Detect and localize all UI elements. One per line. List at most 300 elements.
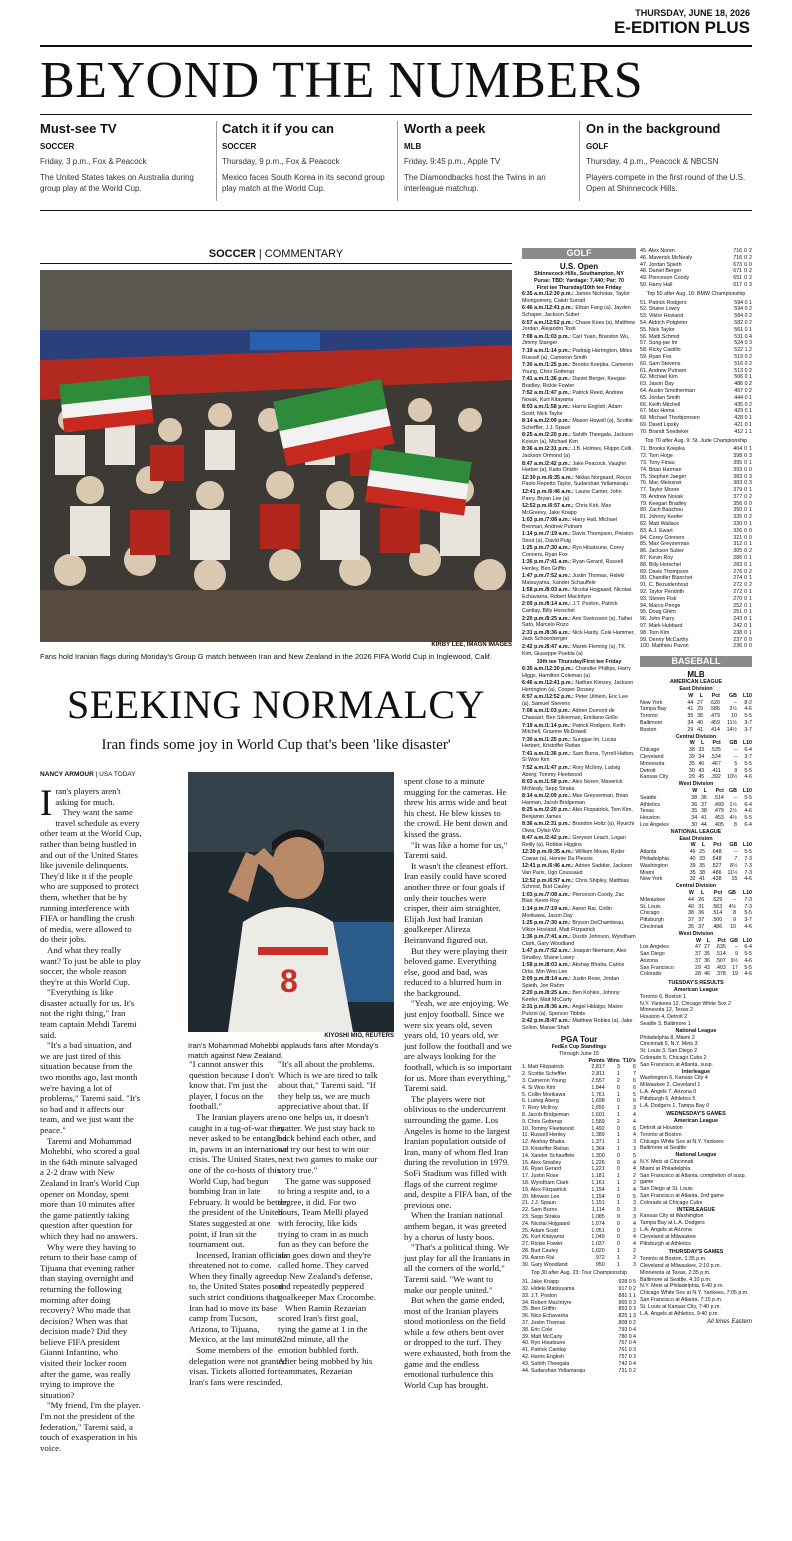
fedex-value: 276: [733, 568, 743, 575]
fedex-row: [640, 334, 752, 341]
fedex-value: 617: [733, 281, 743, 288]
fedex-value: 1,037: [591, 1241, 605, 1248]
fedex-value: 6: [633, 1098, 636, 1105]
promo-category: GOLF: [586, 142, 609, 151]
story-paragraph: "That's a political thing. We just play for all the Iranians in all the corners of the world," Taremi said. "We want to make our people united.": [404, 1242, 511, 1295]
fedex-value: 0: [628, 1319, 632, 1326]
pga-title: PGA Tour: [560, 1035, 598, 1045]
fedex-value: 2: [749, 548, 752, 555]
team-name: Colorado: [640, 971, 662, 978]
team-stat: 5-5: [744, 951, 752, 958]
tee-time: 2:42 p.m./8:47 a.m.:: [522, 643, 571, 650]
tee-time: 2:42 p.m./8:47 a.m.:: [522, 1018, 571, 1025]
fedex-player: 18. Wyndham Clark: [522, 1180, 569, 1186]
promo-desc: The United States takes on Australia during group play at the World Cup.: [40, 173, 194, 193]
tee-time-row: [522, 878, 636, 892]
tee-time: 6:46 a.m./12:41 p.m.:: [522, 680, 574, 687]
fedex-value: 1: [749, 623, 752, 630]
team-stat: .378: [715, 971, 726, 978]
story-column-2: [189, 1059, 289, 1387]
tue-al-results: [640, 994, 752, 1028]
tee-time-row: [522, 503, 636, 517]
fedex-value: 0: [744, 453, 748, 460]
golf-agate: [522, 248, 636, 1374]
tee-time-row: [522, 1018, 636, 1032]
story-lead-text: ran's players aren't asking for much.: [55, 786, 121, 807]
fedex-value: 1,114: [591, 1207, 605, 1214]
team-name: New York: [640, 876, 663, 883]
fedex-value: 1: [616, 1254, 620, 1261]
fedex-player: 45. Alex Noren: [640, 248, 675, 254]
tee-time-row: [522, 751, 636, 765]
fedex-value: 0: [744, 313, 748, 320]
fedex-value: 1,655: [591, 1105, 605, 1112]
fedex-value: 0: [616, 1220, 620, 1227]
team-stat: 11½: [726, 720, 737, 726]
standings-table: [640, 693, 752, 734]
promo-category: SOCCER: [40, 142, 75, 151]
team-name: Chicago: [640, 910, 660, 917]
fedex-row: [640, 521, 752, 528]
fedex-value: 0: [628, 1367, 632, 1374]
fedex-player: 54. Aldrich Potgieter: [640, 319, 688, 326]
standings-col: W: [688, 889, 694, 896]
tee-time-row: [522, 920, 636, 934]
tee-time: 2:31 p.m./8:36 a.m.:: [522, 629, 571, 636]
fedex-row: [522, 1306, 636, 1313]
tee-players: Arni Sveinsson (a), Taihei Sato, Marcelo Rozo: [522, 615, 633, 629]
fedex-value: 4: [633, 1360, 636, 1367]
fedex-value: 1,074: [591, 1220, 605, 1227]
standings-row: [640, 727, 752, 734]
team-stat: 1½: [729, 801, 737, 808]
game-line: Miami at Philadelphia: [640, 1165, 691, 1172]
fedex-value: 767: [618, 1340, 628, 1347]
fedex-row: [522, 1340, 636, 1347]
team-stat: 7-3: [744, 855, 752, 862]
story-column-3: [278, 1059, 378, 1377]
golf-round2: 10th tee Thursday/First tee Friday: [536, 659, 622, 666]
team-name: Tampa Bay: [640, 706, 667, 713]
fedex-value: 3: [633, 1353, 636, 1360]
fedex-row: [522, 1228, 636, 1235]
fedex-row: [522, 1092, 636, 1099]
fedex-value: 0: [616, 1213, 620, 1220]
team-name: Athletics: [640, 801, 661, 808]
tee-time: 7:19 a.m./1:14 p.m.:: [522, 722, 571, 729]
tee-time-row: [522, 587, 636, 601]
game-line: N.Y. Mets at Cincinnati: [640, 1159, 694, 1165]
standings-blank: [640, 842, 686, 849]
standings-row: [640, 951, 752, 958]
promo-divider: [397, 121, 398, 201]
fedex-value: 808: [618, 1319, 628, 1326]
fedex-player: 6. Ludvig Aberg: [522, 1098, 559, 1105]
fedex-player: 87. Kevin Roy: [640, 555, 673, 562]
fedex-value: 4: [633, 1220, 636, 1227]
fedex-value: 0: [744, 643, 748, 650]
tee-time: 8:03 a.m./1:58 p.m.:: [522, 778, 571, 785]
team-stat: 40: [689, 855, 696, 862]
drop-cap: I: [40, 783, 53, 824]
team-stat: 41: [697, 726, 703, 733]
fedex-player: 4. Si Woo Kim: [522, 1084, 556, 1091]
fedex-value: 1: [749, 446, 752, 453]
tee-time: 1:14 p.m./7:19 a.m.:: [522, 905, 571, 912]
fedex-value: 286: [733, 555, 743, 562]
fedex-value: 0: [744, 254, 748, 261]
fedex-player: 28. Bud Cauley: [522, 1247, 559, 1254]
fedex-row: [640, 501, 752, 508]
fedex-value: 2: [749, 347, 752, 354]
fedex-value: 0: [744, 609, 748, 616]
team-stat: 4-6: [744, 706, 752, 713]
fedex-row: [640, 528, 752, 535]
team-stat: 28: [695, 971, 701, 978]
team-name: Minnesota: [640, 760, 665, 767]
fedex-value: 2: [749, 514, 752, 521]
fedex-player: 35. Ben Griffin: [522, 1306, 556, 1313]
team-stat: 30: [688, 767, 695, 774]
team-stat: .620: [709, 699, 720, 706]
story-paragraph: "I cannot answer this question because I don't know that. I'm just the player, I focus on the football.": [189, 1059, 274, 1112]
fedex-value: 1,761: [591, 1091, 605, 1098]
fedex-value: 2,811: [591, 1071, 605, 1078]
section-sub: COMMENTARY: [264, 248, 344, 260]
standings-row: [640, 706, 752, 713]
tee-players: William Mouw, Ryder Cowan (a), Hennie Du Plessis: [522, 849, 625, 863]
team-stat: 37: [695, 951, 701, 958]
team-stat: –: [733, 794, 737, 801]
promo-must-see: [40, 121, 210, 194]
team-stat: 4-6: [744, 808, 752, 815]
fedex-value: 950: [595, 1261, 605, 1268]
tee-time: 1:58 p.m./8:03 a.m.:: [522, 962, 571, 969]
fedex-row: [640, 603, 752, 610]
team-stat: 35: [687, 713, 694, 720]
standings-row: [640, 897, 752, 904]
game-line: Washington 6, Kansas City 4: [640, 1075, 708, 1082]
story-column-4: [404, 776, 512, 1390]
fedex-value: 1: [616, 1132, 620, 1139]
fedex-value: 238: [733, 629, 743, 636]
team-stat: 40: [698, 760, 705, 767]
fedex-value: 3: [749, 281, 752, 288]
fedex-player: 96. John Parry: [640, 616, 675, 623]
tee-time: 1:03 p.m./7:08 a.m.:: [522, 516, 571, 523]
tee-players: Ben Kohles, Johnny Keefer, Matt McCarty: [522, 990, 620, 1004]
team-stat: 4½: [728, 903, 737, 910]
fedex-value: 0: [628, 1347, 632, 1354]
fedex-player: 24. Nicolai Hojgaard: [522, 1220, 570, 1227]
fedex-value: 5: [633, 1091, 636, 1098]
tee-players: Matthew Robles (a), Jake Sollon, Manav Shah: [522, 1018, 633, 1032]
team-stat: –: [733, 896, 737, 903]
fedex-player: 61. Andrew Putnam: [640, 367, 687, 374]
fedex-value: 398: [733, 453, 743, 460]
tee-players: Pierceson Coody, Zac Blair, Kevin Roy: [522, 891, 625, 905]
fedex-value: 393: [733, 466, 743, 473]
fedex-value: 0: [744, 473, 748, 480]
game-line: N.Y. Mets at Philadelphia, 6:40 p.m.: [640, 1283, 724, 1290]
team-stat: 4-6: [744, 971, 752, 978]
team-stat: 44: [687, 699, 694, 706]
fedex-value: 531: [734, 333, 744, 340]
team-stat: 10½: [727, 774, 738, 781]
fedex-value: 0: [744, 299, 748, 306]
tee-time-row: [522, 906, 636, 920]
fedex-value: 1: [628, 1313, 632, 1320]
fedex-value: 444: [734, 394, 744, 401]
fedex-row: [640, 582, 752, 589]
team-stat: 5-5: [744, 815, 752, 822]
standings-col: L10: [742, 787, 752, 794]
fedex-title: FedEx Cup Standings: [551, 1044, 607, 1051]
fedex-player: 47. Jordan Spieth: [640, 261, 682, 268]
fedex-value: 0: [744, 261, 748, 268]
tue-al-label: American League: [673, 987, 719, 994]
tee-players: J.B. Holmes, Filippo Celli, Jackson Ormond (a): [522, 446, 633, 460]
tee-time-row: [522, 517, 636, 531]
team-stat: 43: [704, 964, 710, 971]
fedex-value: 3: [749, 340, 752, 347]
standings-col: GB: [729, 842, 738, 849]
fedex-row: [522, 1241, 636, 1248]
fedex-value: 4: [749, 333, 752, 340]
fedex-row: [522, 1105, 636, 1112]
team-stat: 9: [734, 767, 738, 774]
team-stat: 36: [700, 794, 707, 801]
fedex-value: 0: [744, 595, 748, 602]
tee-players: Harry Hall, Michael Brennan, Andrew Putnam: [522, 516, 618, 530]
fedex-player: 82. Matt Wallace: [640, 521, 680, 528]
byline-org: USA TODAY: [99, 771, 136, 778]
fedex-table-5: [640, 446, 752, 650]
game-line: San Francisco at Atlanta, susp.: [640, 1061, 714, 1068]
game-line: Tampa Bay at L.A. Dodgers: [640, 1220, 705, 1227]
fedex-row: [522, 1207, 636, 1214]
team-stat: –: [735, 944, 738, 951]
fedex-value: 0: [744, 561, 748, 568]
tee-time-row: [522, 432, 636, 446]
fedex-row: [522, 1078, 636, 1085]
tee-time: 7:19 a.m./1:14 p.m.:: [522, 347, 571, 354]
team-stat: 4-6: [744, 957, 752, 964]
fedex-value: 0: [744, 487, 748, 494]
team-stat: 34: [691, 815, 698, 822]
tee-time: 8:47 a.m./2:42 p.m.:: [522, 835, 571, 842]
tee-time-row: [522, 892, 636, 906]
standings-col: GB: [729, 740, 738, 747]
fedex-value: 435: [734, 401, 744, 408]
fedex-value: 1,698: [591, 1098, 605, 1105]
fedex-value: 0: [744, 408, 748, 415]
team-stat: 40: [697, 720, 703, 726]
fedex-row: [522, 1255, 636, 1262]
team-stat: 44: [700, 821, 707, 828]
fedex-player: 56. Matti Schmid: [640, 333, 680, 340]
fedex-row: [640, 268, 752, 275]
game-line: Colorado 5, Chicago Cubs 2: [640, 1055, 707, 1062]
tee-time: 1:36 p.m./7:41 a.m.:: [522, 559, 571, 566]
fedex-row: [640, 313, 752, 320]
tee-time: 12:52 p.m./6:57 a.m.:: [522, 502, 574, 509]
wed-al-label: American League: [673, 1118, 719, 1125]
team-stat: 5-5: [744, 767, 752, 774]
fedex-row: [522, 1166, 636, 1173]
division-title: Central Division: [675, 733, 717, 740]
fedex-player: 90. Chandler Blanchet: [640, 575, 693, 582]
team-stat: 35: [688, 760, 695, 767]
photo-credit: KIRBY LEE, IMAGN IMAGES: [431, 642, 512, 648]
fedex-row: [640, 555, 752, 562]
team-stat: .534: [710, 753, 721, 760]
standings-row: [640, 958, 752, 965]
al-title: AMERICAN LEAGUE: [669, 679, 723, 686]
standings-header: [640, 938, 752, 945]
fedex-player: 17. Justin Rose: [522, 1173, 559, 1180]
team-stat: 7-3: [744, 869, 752, 876]
fedex-row: [522, 1098, 636, 1105]
team-stat: –: [734, 849, 738, 856]
fedex-value: 1,371: [591, 1139, 605, 1146]
game-line: St. Louis at Kansas City, 7:40 p.m.: [640, 1303, 721, 1310]
fedex-note-top30: Top 30 after Aug. 23: Tour Championship: [531, 1270, 627, 1277]
fedex-value: 2: [749, 268, 752, 275]
standings-header: [640, 740, 752, 747]
fedex-value: 561: [734, 326, 744, 333]
standings-header: [640, 788, 752, 795]
promo-title: Catch it if you can: [222, 121, 334, 136]
fedex-row: [522, 1300, 636, 1307]
fedex-value: 0: [628, 1299, 632, 1306]
game-line: Cincinnati 5, N.Y. Mets 3: [640, 1041, 698, 1048]
game-line: L.A. Angels at Arizona: [640, 1226, 692, 1233]
team-name: New York: [640, 699, 663, 706]
tee-time-row: [522, 708, 636, 722]
nl-title: NATIONAL LEAGUE: [670, 828, 722, 835]
team-stat: –: [734, 753, 738, 760]
game-line: Toronto at Boston, 1:35 p.m.: [640, 1256, 707, 1263]
fedex-row: [640, 616, 752, 623]
fedex-value: 252: [733, 602, 743, 609]
tee-players: Angel Hidalgo, Mateo Pulcini (a), Spencer Tibbits: [522, 1004, 623, 1018]
fedex-value: 0: [744, 500, 748, 507]
edition-brand: E-EDITION PLUS: [613, 18, 750, 37]
tee-players: Ethan Fang (a), Jayden Schaper, Jackson Suber: [522, 305, 631, 319]
tee-players: Niklas Norgaard, Rocco Paolo Repetto Taylor, Sudarshan Yellamaraju: [522, 474, 632, 488]
team-stat: .648: [711, 849, 722, 856]
tee-time: 12:52 p.m./6:57 a.m.:: [522, 877, 574, 884]
game-line: Chicago White Sox at N.Y. Yankees: [640, 1138, 724, 1145]
team-stat: –: [734, 747, 738, 754]
tee-time-row: [522, 1004, 636, 1018]
fedex-value: 4: [633, 1333, 636, 1340]
team-stat: 43: [698, 767, 705, 774]
game-line: Pittsburgh at Athletics: [640, 1240, 691, 1247]
fedex-row: [640, 395, 752, 402]
fedex-value: 2: [749, 248, 752, 254]
fedex-value: 2: [633, 1367, 636, 1374]
fedex-value: 2: [749, 568, 752, 575]
tee-players: Daniel Berger, Keegan Bradley, Rickie Fowler: [522, 375, 626, 389]
team-name: Texas: [640, 808, 654, 815]
fedex-value: 1: [749, 561, 752, 568]
tee-players: Akshay Bhatia, Carlos Ortiz, Min Woo Lee: [522, 962, 625, 975]
team-stat: 38: [691, 794, 698, 801]
fedex-value: 404: [733, 446, 743, 453]
fedex-value: 1,844: [591, 1084, 605, 1091]
fedex-value: 1: [616, 1091, 620, 1098]
team-stat: 8: [733, 910, 737, 917]
fedex-row: [640, 494, 752, 501]
fedex-value: 321: [733, 534, 743, 541]
team-name: St. Louis: [640, 903, 661, 910]
fedex-row: [522, 1139, 636, 1146]
fedex-value: 5: [633, 1279, 636, 1286]
standings-row: [640, 904, 752, 911]
promo-rule: [40, 210, 752, 211]
team-stat: 29: [697, 706, 703, 713]
fedex-player: 13. Kristoffer Reitan: [522, 1146, 569, 1153]
fedex-value: 4: [633, 1118, 636, 1125]
promo-desc: Mexico faces South Korea in its second group play match at the World Cup.: [222, 173, 385, 193]
fedex-col-points: Points: [588, 1057, 605, 1064]
tee-time: 8:14 a.m./2:09 p.m.:: [522, 792, 571, 799]
tee-times-first: [522, 291, 636, 657]
fedex-player: 91. C. Bezuidenhout: [640, 582, 689, 589]
golf-section-head: GOLF: [522, 248, 636, 259]
tee-time-row: [522, 807, 636, 821]
story-paragraph: "My friend, I'm the player. I'm not the president of the federation," Taremi said, a touch of exasperation in his voice.: [40, 1400, 141, 1453]
fedex-row: [640, 340, 752, 347]
tee-time-row: [522, 723, 636, 737]
fedex-value: 4: [633, 1112, 636, 1119]
division-title: West Division: [678, 930, 714, 937]
fedex-row: [640, 446, 752, 453]
tee-time-row: [522, 489, 636, 503]
fedex-value: 3: [749, 480, 752, 487]
fedex-value: 0: [744, 555, 748, 562]
fedex-row: [640, 374, 752, 381]
fedex-note-top50: Top 50 after Aug. 16: BMW Championship: [646, 290, 746, 297]
fedex-value: 0: [616, 1166, 620, 1173]
fedex-player: 8. Jacob Bridgeman: [522, 1112, 570, 1119]
fedex-value: 6: [633, 1078, 636, 1085]
tee-time-row: [522, 305, 636, 319]
standings-row: [640, 795, 752, 802]
headline: SEEKING NORMALCY: [67, 682, 485, 727]
standings-row: [640, 713, 752, 720]
team-name: Detroit: [640, 767, 656, 774]
tee-players: Chase Koes (a), Matthew Jordan, Alejandro Tosti: [522, 319, 636, 333]
fedex-player: 79. Keegan Bradley: [640, 500, 687, 507]
standings-col: Pct: [713, 842, 722, 849]
team-stat: 36: [698, 910, 705, 917]
standings-row: [640, 917, 752, 924]
fedex-player: 5. Collin Morikawa: [522, 1091, 566, 1098]
fedex-value: 1: [616, 1200, 620, 1207]
team-stat: .414: [709, 726, 720, 733]
fedex-value: 0: [628, 1306, 632, 1313]
game-line: San Francisco at Atlanta, 2nd game: [640, 1192, 724, 1199]
standings-col: W: [692, 787, 698, 794]
wed-nl-games: [640, 1159, 752, 1207]
team-stat: 38: [699, 869, 706, 876]
fedex-value: 1: [628, 1292, 632, 1299]
team-stat: 5-5: [744, 964, 752, 971]
fedex-value: 1: [749, 629, 752, 636]
